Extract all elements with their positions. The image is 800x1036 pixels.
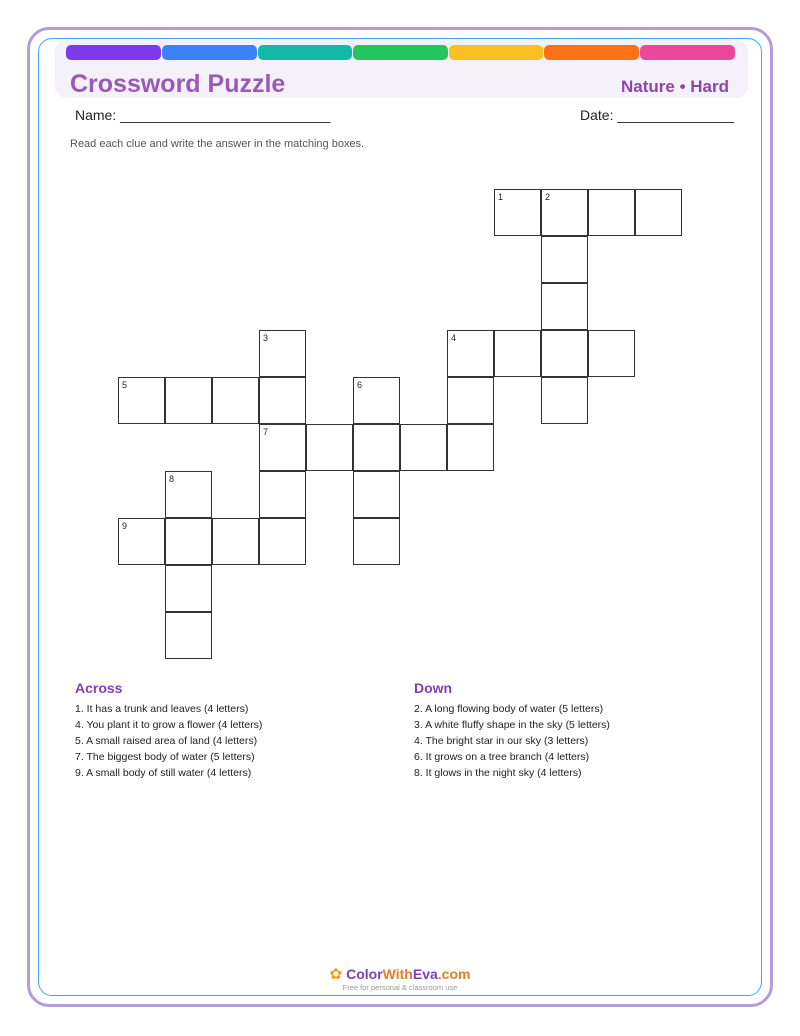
grid-cell[interactable] [635, 189, 682, 236]
grid-cell[interactable] [118, 377, 165, 424]
grid-cell[interactable] [353, 471, 400, 518]
grid-cell[interactable] [447, 424, 494, 471]
grid-cell[interactable] [541, 330, 588, 377]
clue-number: 2 [545, 192, 551, 202]
name-line[interactable]: ___________________________ [120, 107, 331, 123]
color-bar-segment [258, 45, 352, 60]
grid-cell[interactable] [541, 377, 588, 424]
brand-word: Color [346, 966, 383, 982]
across-clue: 5. A small raised area of land (4 letters) [75, 735, 258, 747]
grid-cell[interactable] [400, 424, 447, 471]
grid-cell[interactable] [212, 518, 259, 565]
page-title: Crossword Puzzle [70, 70, 286, 98]
down-clue: 2. A long flowing body of water (5 letters) [414, 703, 604, 715]
difficulty-label: Nature • Hard [621, 77, 729, 96]
grid-cell[interactable] [588, 189, 635, 236]
clue-number: 8 [169, 474, 175, 484]
grid-cell[interactable] [259, 377, 306, 424]
grid-cell[interactable] [259, 330, 306, 377]
color-bar-segment [640, 45, 735, 60]
down-clue: 8. It glows in the night sky (4 letters) [414, 767, 582, 779]
color-bar-segment [353, 45, 448, 60]
down-clue: 3. A white fluffy shape in the sky (5 letters) [414, 719, 610, 731]
clue-number: 9 [122, 521, 128, 531]
footer-tagline: Free for personal & classroom use [342, 983, 458, 992]
brand-word: .com [437, 966, 471, 982]
across-clue: 7. The biggest body of water (5 letters) [75, 751, 255, 763]
grid-cell[interactable] [353, 377, 400, 424]
grid-cell[interactable] [259, 471, 306, 518]
color-bar-segment [162, 45, 257, 60]
grid-cell[interactable] [447, 330, 494, 377]
grid-cell[interactable] [541, 189, 588, 236]
down-clue: 4. The bright star in our sky (3 letters) [414, 735, 589, 747]
name-field[interactable] [75, 107, 330, 123]
clue-number: 5 [122, 380, 128, 390]
color-bar-segment [449, 45, 543, 60]
grid-cell[interactable] [165, 471, 212, 518]
grid-cell[interactable] [212, 377, 259, 424]
color-bar-segment [544, 45, 639, 60]
across-clue: 9. A small body of still water (4 letters) [75, 767, 252, 779]
palette-icon: ✿ [329, 966, 343, 983]
grid-cell[interactable] [259, 518, 306, 565]
grid-cell[interactable] [353, 518, 400, 565]
grid-cell[interactable] [165, 377, 212, 424]
grid-cell[interactable] [259, 424, 306, 471]
grid-cell[interactable] [306, 424, 353, 471]
across-clue-list [75, 701, 262, 781]
instructions-text: Read each clue and write the answer in the matching boxes. [70, 138, 365, 150]
date-label: Date: [580, 107, 614, 123]
page-inner-border [38, 38, 762, 996]
clue-number: 7 [263, 427, 269, 437]
across-clue: 1. It has a trunk and leaves (4 letters) [75, 703, 249, 715]
clue-number: 1 [498, 192, 504, 202]
grid-cell[interactable] [165, 612, 212, 659]
across-heading: Across [75, 680, 123, 696]
grid-cell[interactable] [447, 377, 494, 424]
across-clue: 4. You plant it to grow a flower (4 letters) [75, 719, 263, 731]
grid-cell[interactable] [118, 518, 165, 565]
down-heading: Down [414, 680, 453, 696]
date-line[interactable]: _______________ [617, 107, 735, 123]
clue-number: 3 [263, 333, 269, 343]
footer [0, 966, 800, 992]
brand-word: Eva [412, 966, 438, 982]
footer-brand[interactable] [0, 966, 800, 983]
brand-word: With [382, 966, 413, 982]
date-field[interactable] [580, 107, 734, 123]
grid-cell[interactable] [353, 424, 400, 471]
grid-cell[interactable] [588, 330, 635, 377]
clue-number: 6 [357, 380, 363, 390]
down-clue-list [414, 701, 610, 781]
grid-cell[interactable] [494, 189, 541, 236]
grid-cell[interactable] [165, 518, 212, 565]
grid-cell[interactable] [494, 330, 541, 377]
down-clue: 6. It grows on a tree branch (4 letters) [414, 751, 590, 763]
name-label: Name: [75, 107, 117, 123]
grid-cell[interactable] [541, 283, 588, 330]
grid-cell[interactable] [541, 236, 588, 283]
grid-cell[interactable] [165, 565, 212, 612]
color-bar-segment [66, 45, 161, 60]
clue-number: 4 [451, 333, 457, 343]
